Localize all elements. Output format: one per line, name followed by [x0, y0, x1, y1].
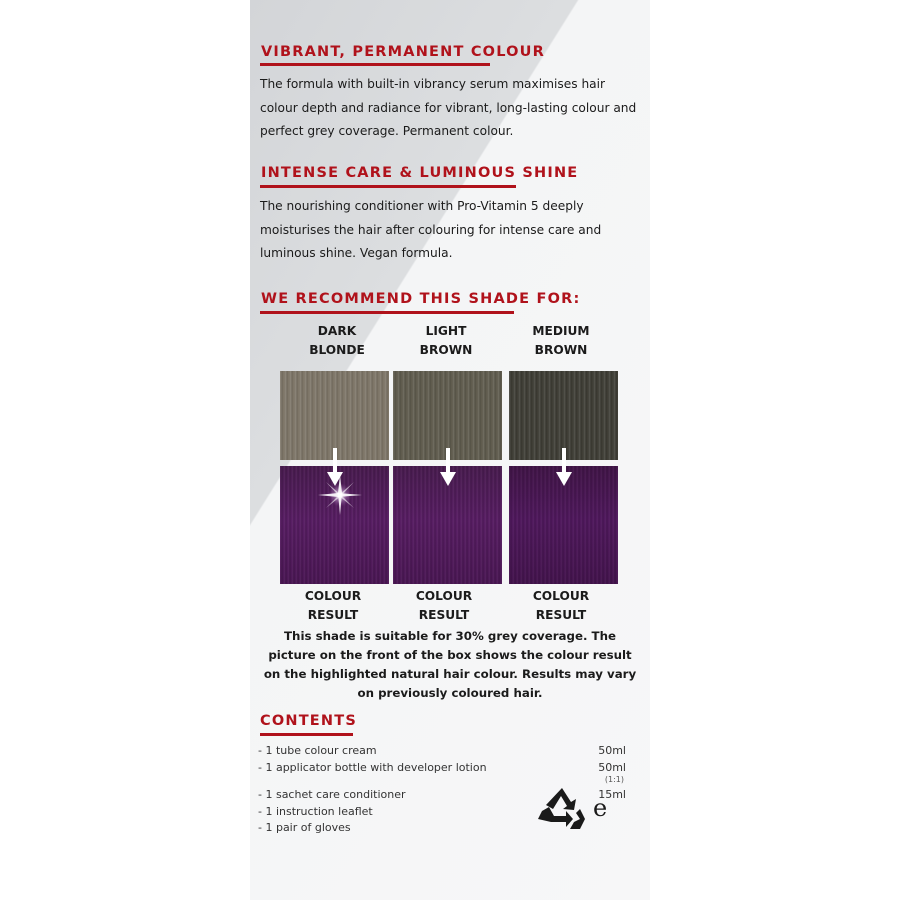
- shade-label-line2: BLONDE: [309, 343, 365, 357]
- result-label-2: [389, 587, 499, 625]
- recommend-heading-underline: [260, 311, 514, 314]
- contents-heading-underline: [260, 733, 353, 736]
- shade-label-line1: DARK: [317, 324, 357, 338]
- before-swatch-light-brown: [393, 371, 502, 460]
- contents-item: - 1 sachet care conditioner: [258, 788, 406, 801]
- estimated-sign-mark: e: [593, 794, 608, 822]
- result-label-line1: COLOUR: [304, 589, 362, 603]
- contents-heading: CONTENTS: [260, 713, 357, 729]
- result-label-1: [278, 587, 388, 625]
- arrow-down-icon: [556, 448, 572, 488]
- contents-item: - 1 pair of gloves: [258, 821, 351, 834]
- contents-item: - 1 applicator bottle with developer lotion: [258, 761, 487, 774]
- vibrant-heading-underline: [260, 63, 490, 66]
- contents-item: - 1 instruction leaflet: [258, 805, 373, 818]
- shade-label-medium-brown: [506, 322, 616, 360]
- shade-label-dark-blonde: [282, 322, 392, 360]
- care-heading-underline: [260, 185, 516, 188]
- care-heading: INTENSE CARE & LUMINOUS SHINE: [261, 165, 579, 181]
- result-label-3: [506, 587, 616, 625]
- ratio-label: (1:1): [604, 775, 624, 784]
- recommend-heading: WE RECOMMEND THIS SHADE FOR:: [261, 291, 581, 307]
- shade-label-line2: BROWN: [534, 343, 588, 357]
- arrow-down-icon: [440, 448, 456, 488]
- grey-coverage-note: This shade is suitable for 30% grey coverage. The picture on the front of the box shows the colour result on the highlighted natural hair colour. Results may vary on previously coloured hair.: [263, 629, 637, 700]
- contents-amount: 15ml: [598, 788, 626, 801]
- before-swatch-medium-brown: [509, 371, 618, 460]
- result-label-line2: RESULT: [307, 608, 359, 622]
- result-label-line1: COLOUR: [415, 589, 473, 603]
- vibrant-text: The formula with built-in vibrancy serum maximises hair colour depth and radiance for vibrant, long-lasting colour and perfect grey coverage. Permanent colour.: [260, 77, 637, 138]
- shade-label-line2: BROWN: [419, 343, 473, 357]
- contents-amount: 50ml: [598, 744, 626, 757]
- shade-label-light-brown: [391, 322, 501, 360]
- result-label-line1: COLOUR: [532, 589, 590, 603]
- before-swatch-dark-blonde: [280, 371, 389, 460]
- shade-label-line1: MEDIUM: [532, 324, 590, 338]
- contents-amount: 50ml: [598, 761, 626, 774]
- result-label-line2: RESULT: [418, 608, 470, 622]
- vibrant-heading: VIBRANT, PERMANENT COLOUR: [261, 44, 545, 60]
- result-label-line2: RESULT: [535, 608, 587, 622]
- care-text: The nourishing conditioner with Pro-Vitamin 5 deeply moisturises the hair after colouring for intense care and luminous shine. Vegan formula.: [260, 199, 602, 260]
- shade-label-line1: LIGHT: [425, 324, 467, 338]
- sparkle-icon: [310, 470, 370, 520]
- contents-item: - 1 tube colour cream: [258, 744, 377, 757]
- recycle-icon: [536, 785, 588, 835]
- info-panel: [250, 0, 650, 900]
